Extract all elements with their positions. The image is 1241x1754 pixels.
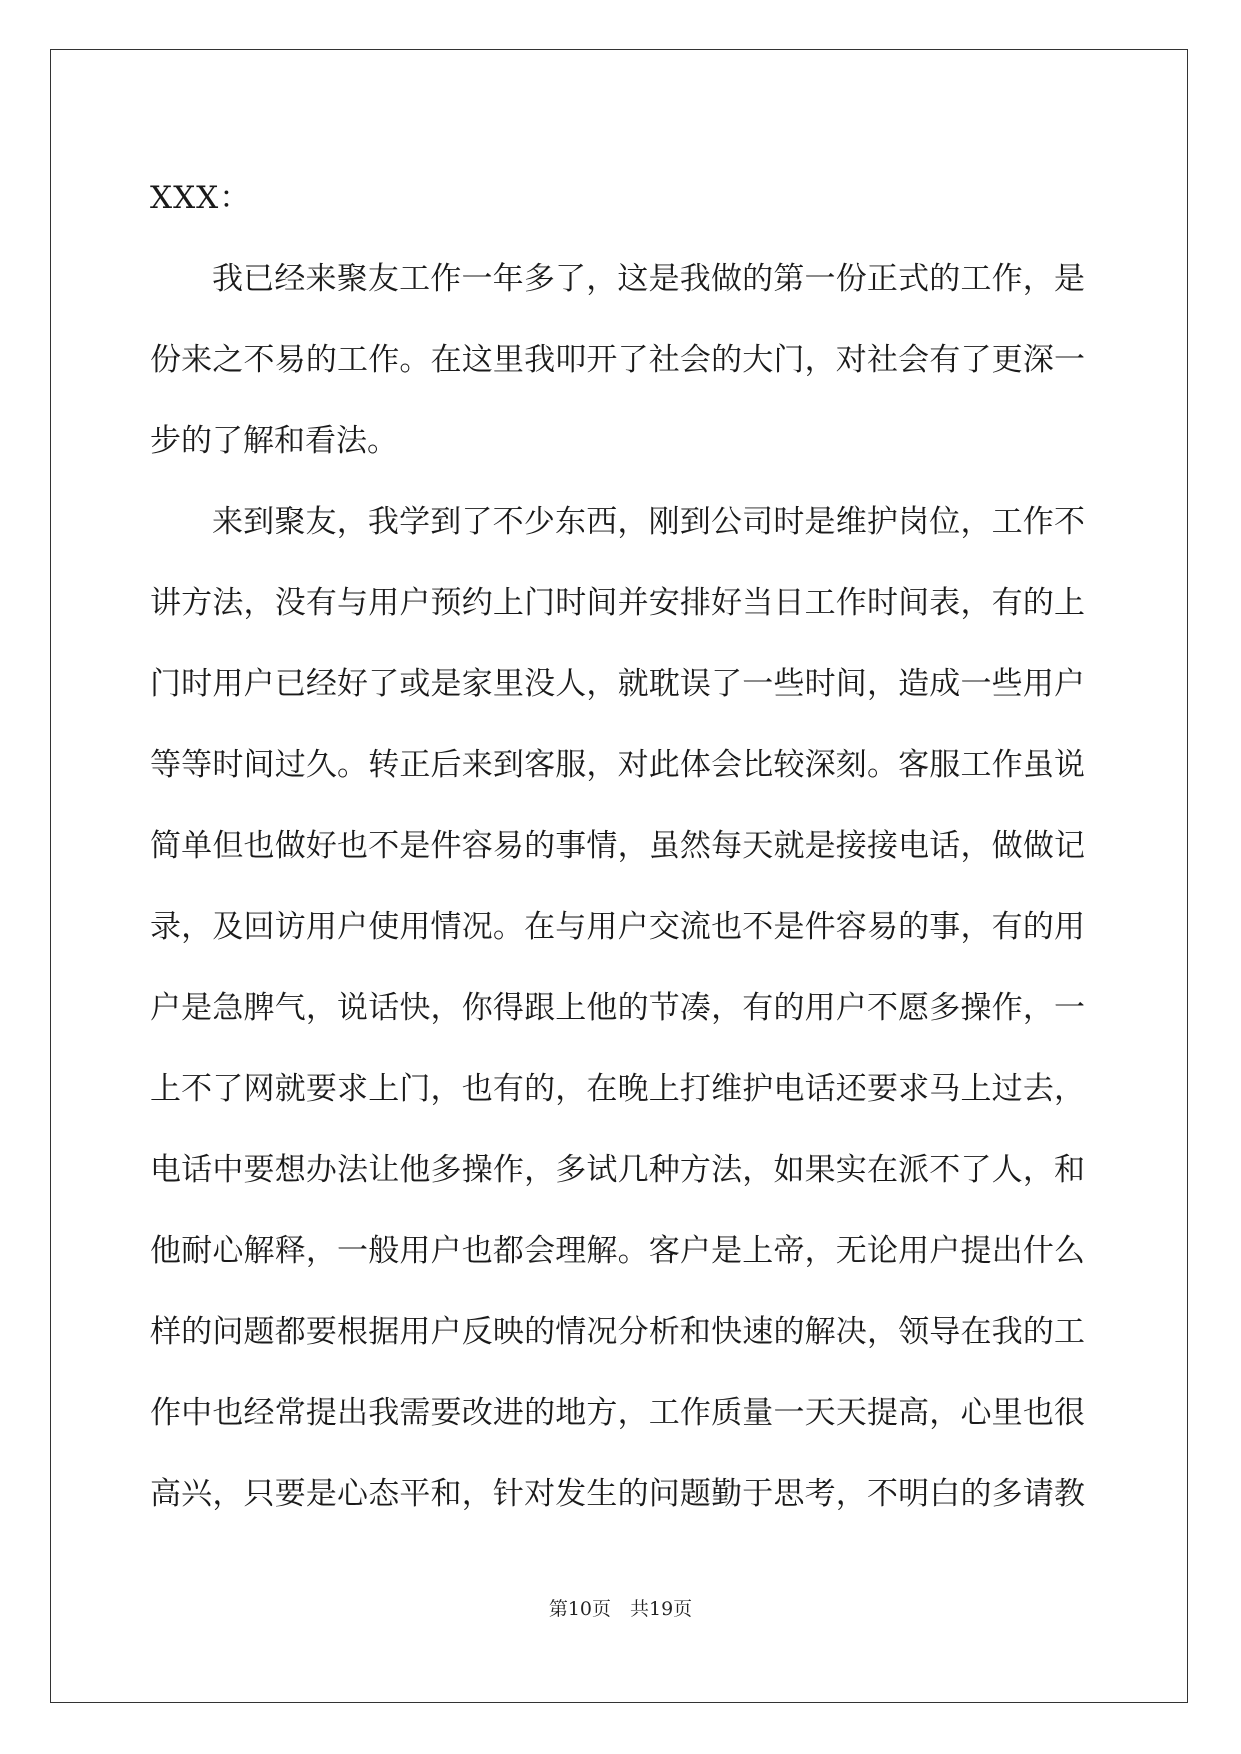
salutation: XXX：	[150, 180, 252, 216]
paragraph-2-line-2: 讲方法，没有与用户预约上门时间并安排好当日工作时间表，有的上	[150, 585, 1085, 621]
paragraph-2-line-12: 作中也经常提出我需要改进的地方，工作质量一天天提高，心里也很	[150, 1395, 1085, 1431]
paragraph-2-line-7: 户是急脾气，说话快，你得跟上他的节凑，有的用户不愿多操作，一	[150, 990, 1085, 1026]
paragraph-2-line-3: 门时用户已经好了或是家里没人，就耽误了一些时间，造成一些用户	[150, 666, 1085, 702]
paragraph-2-line-4: 等等时间过久。转正后来到客服，对此体会比较深刻。客服工作虽说	[150, 747, 1085, 783]
paragraph-1-line-3: 步的了解和看法。	[150, 423, 398, 459]
paragraph-2-line-8: 上不了网就要求上门，也有的，在晚上打维护电话还要求马上过去，	[150, 1071, 1085, 1107]
paragraph-2-line-10: 他耐心解释，一般用户也都会理解。客户是上帝，无论用户提出什么	[150, 1233, 1085, 1269]
paragraph-2-line-5: 简单但也做好也不是件容易的事情，虽然每天就是接接电话，做做记	[150, 828, 1085, 864]
paragraph-1-line-1: 我已经来聚友工作一年多了，这是我做的第一份正式的工作，是	[212, 261, 1085, 297]
paragraph-2-line-9: 电话中要想办法让他多操作，多试几种方法，如果实在派不了人，和	[150, 1152, 1085, 1188]
page-number-footer: 第10页 共19页	[548, 1598, 693, 1620]
paragraph-2-line-13: 高兴，只要是心态平和，针对发生的问题勤于思考，不明白的多请教	[150, 1476, 1085, 1512]
paragraph-2-line-6: 录，及回访用户使用情况。在与用户交流也不是件容易的事，有的用	[150, 909, 1085, 945]
letter-body	[150, 158, 1085, 1535]
paragraph-2-line-11: 样的问题都要根据用户反映的情况分析和快速的解决，领导在我的工	[150, 1314, 1085, 1350]
paragraph-2-line-1: 来到聚友，我学到了不少东西，刚到公司时是维护岗位，工作不	[212, 504, 1085, 540]
paragraph-1-line-2: 份来之不易的工作。在这里我叩开了社会的大门，对社会有了更深一	[150, 342, 1085, 378]
